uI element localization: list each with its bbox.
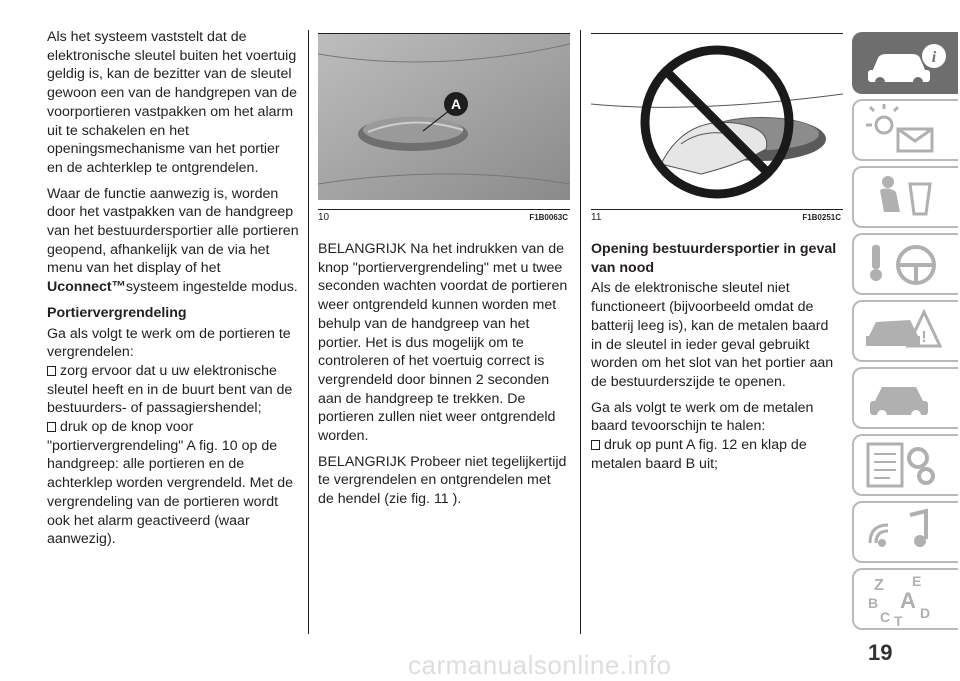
list-item-text: druk op punt A fig. 12 en klap de metalen baard B uit; <box>591 437 807 472</box>
column-divider <box>580 30 581 634</box>
list-item-text: zorg ervoor dat u uw elektronische sleutel heeft en in de buurt bent van de bestuurders- of passagiershendel; <box>47 362 293 417</box>
page-number: 19 <box>868 640 893 665</box>
paragraph-important-1: BELANGRIJK Na het indrukken van de knop "portiervergrendeling" met u twee seconden wachten voordat de portieren weer ontgrendeld kunnen worden met behulp van de handgreep van het portier. Het is dus mogelijk om te controleren of het voertuig correct is vergrendeld door binnen 2 seconden aan de handgreep te trekken. De portieren zullen niet weer ontgrendeld worden. <box>318 241 568 445</box>
paragraph-steps: Ga als volgt te werk om de metalen baard tevoorschijn te halen: <box>591 399 814 435</box>
paragraph-steps: Ga als volgt te werk om de portieren te vergrendelen: <box>47 325 291 361</box>
index-letter: D <box>920 605 931 621</box>
column-2 <box>318 240 570 516</box>
figure-code: F1B0063C <box>529 213 568 222</box>
technical-data-icon <box>854 436 958 494</box>
paragraph-intro: Als het systeem vaststelt dat de elektronische sleutel buiten het voertuig geldig is, kan de bezitter van de sleutel gewoon een van de handgrepen van de voorportieren vastpakken om het alarm uit te schakelen en het openingsmechanisme van het portier en de achterklep te ontgrendelen. <box>47 29 298 176</box>
tab-technical-data[interactable] <box>852 434 958 496</box>
column-1 <box>47 28 299 549</box>
starting-driving-icon <box>854 235 958 293</box>
multimedia-icon <box>854 503 958 561</box>
paragraph-important-2: BELANGRIJK Probeer niet tegelijkertijd te vergrendelen en ontgrendelen met de hendel (zie fig. 11 ). <box>318 453 567 508</box>
list-item <box>591 436 843 473</box>
emergency-icon <box>854 302 958 360</box>
tab-emergency[interactable] <box>852 300 958 362</box>
figure-code: F1B0251C <box>802 213 841 222</box>
heading-portiervergrendeling: Portiervergrendeling <box>47 304 187 321</box>
checkbox-bullet-icon <box>47 422 56 432</box>
safety-icon <box>854 168 958 226</box>
index-letter: C <box>880 609 891 625</box>
index-letter: B <box>868 595 879 611</box>
figure-10-door-handle <box>318 34 570 200</box>
tab-safety[interactable] <box>852 166 958 228</box>
tab-maintenance[interactable] <box>852 367 958 429</box>
heading-emergency-opening: Opening bestuurdersportier in geval van nood <box>591 241 837 276</box>
watermark: carmanualsonline.info <box>408 650 672 680</box>
index-letter: A <box>900 588 916 613</box>
door-handle-illustration <box>318 34 570 200</box>
figure-number: 10 <box>318 212 330 223</box>
text-segment: systeem ingestelde modus. <box>125 279 298 296</box>
figure-10-caption <box>318 209 570 224</box>
list-item <box>47 362 299 418</box>
callout-label-a: A <box>450 96 462 112</box>
paragraph-emergency: Als de elektronische sleutel niet functioneert (bijvoorbeeld omdat de batterij leeg is), kan de metalen baard in de sleutel in ieder geval gebruikt worden om het slot van het portier aan de bestuurderszijde te openen. <box>591 280 834 390</box>
maintenance-icon <box>854 369 958 427</box>
tab-car-info[interactable] <box>852 32 958 94</box>
column-3 <box>591 240 843 473</box>
tab-multimedia[interactable] <box>852 501 958 563</box>
tab-starting-driving[interactable] <box>852 233 958 295</box>
figure-number: 11 <box>591 212 602 223</box>
list-item-text: druk op de knop voor "portiervergrendeling" A fig. 10 op de handgreep: alle portieren en de achterklep worden vergrendeld. Met de vergrendeling van de portieren wordt ook het alarm geactiveerd (waar aanwezig). <box>47 419 294 548</box>
svg-text:i: i <box>931 49 937 66</box>
prohibition-illustration <box>591 34 843 200</box>
index-icon <box>854 570 958 628</box>
tab-warning-lights[interactable] <box>852 99 958 161</box>
index-letter: E <box>912 573 922 589</box>
figure-11-caption <box>591 209 843 224</box>
index-letter: T <box>894 613 903 628</box>
figure-11-prohibited-action <box>591 34 843 200</box>
tab-index[interactable] <box>852 568 958 630</box>
checkbox-bullet-icon <box>591 440 600 450</box>
warning-lights-icon <box>854 101 958 159</box>
car-info-icon <box>854 34 958 92</box>
index-letter: Z <box>874 577 884 594</box>
paragraph-function <box>47 185 299 297</box>
uconnect-label: Uconnect™ <box>47 279 126 296</box>
text-segment: Waar de functie aanwezig is, worden door het vastpakken van de handgreep van het bestuurdersportier alle portieren geopend, afhankelijk van de via het menu van het display of het <box>47 185 299 277</box>
svg-text:!: ! <box>921 329 927 346</box>
column-divider <box>308 30 309 634</box>
checkbox-bullet-icon <box>47 366 56 376</box>
list-item <box>47 418 299 549</box>
